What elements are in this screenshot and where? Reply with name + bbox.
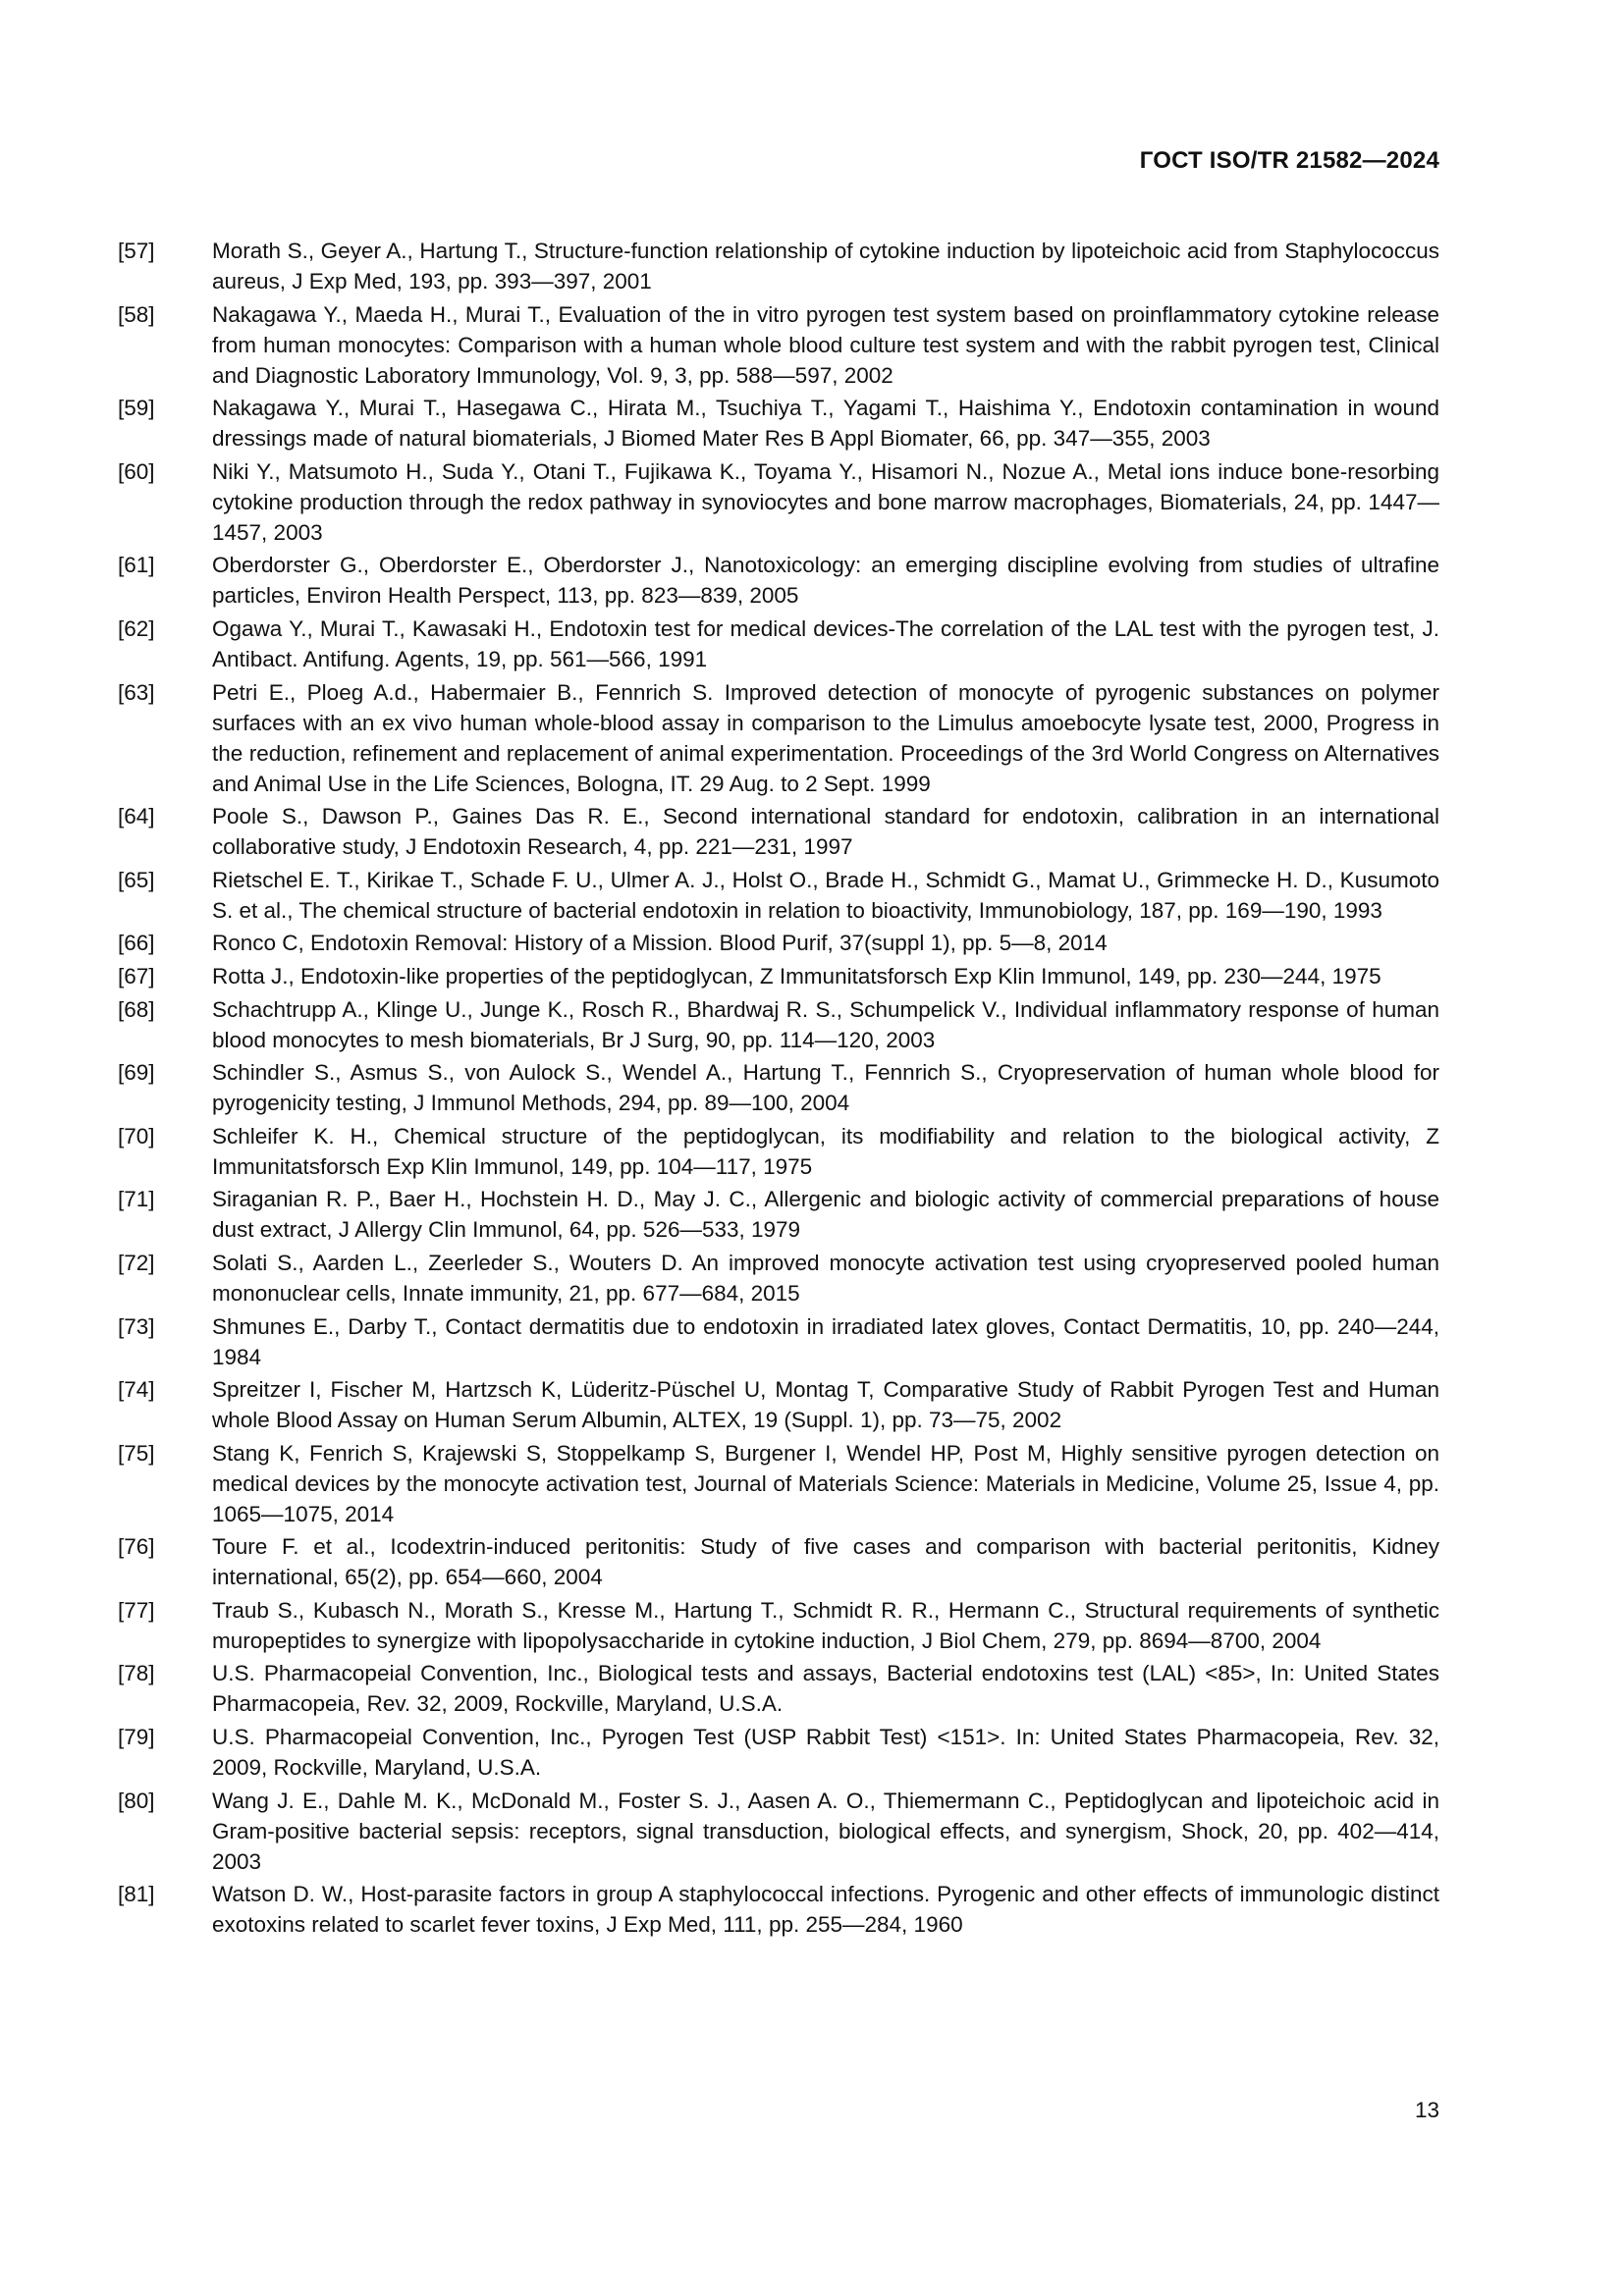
reference-number: [69] (118, 1060, 155, 1086)
reference-text: Traub S., Kubasch N., Morath S., Kresse M., Hartung T., Schmidt R. R., Hermann C., Structural requirements of synthetic muropeptides to synergize with lipopolysaccharide in cytokine induction, J Biol Chem, 279, pp. 8694—8700, 2004 (212, 1597, 1439, 1653)
reference-text: Siraganian R. P., Baer H., Hochstein H. D., May J. C., Allergenic and biologic activity of commercial preparations of house dust extract, J Allergy Clin Immunol, 64, pp. 526—533, 1979 (212, 1187, 1439, 1243)
reference-text: Oberdorster G., Oberdorster E., Oberdorster J., Nanotoxicology: an emerging discipline evolving from studies of ultrafine particles, Environ Health Perspect, 113, pp. 823—839, 2005 (212, 553, 1439, 609)
reference-text: Schleifer K. H., Chemical structure of the peptidoglycan, its modifiability and relation to the biological activity, Z Immunitatsforsch Exp Klin Immunol, 149, pp. 104—117, 1975 (212, 1123, 1439, 1179)
reference-number: [67] (118, 963, 155, 988)
reference-text: U.S. Pharmacopeial Convention, Inc., Biological tests and assays, Bacterial endotoxins test (LAL) <85>, In: United States Pharmacopeia, Rev. 32, 2009, Rockville, Maryland, U.S.A. (212, 1661, 1439, 1717)
reference-item (118, 994, 1439, 1055)
reference-text: Poole S., Dawson P., Gaines Das R. E., Second international standard for endotoxin, calibration in an international collaborative study, J Endotoxin Research, 4, pp. 221—231, 1997 (212, 804, 1439, 860)
page-number: 13 (1414, 2098, 1439, 2122)
reference-item (118, 1184, 1439, 1245)
reference-number: [59] (118, 396, 155, 421)
reference-item (118, 928, 1439, 958)
reference-text: Shmunes E., Darby T., Contact dermatitis due to endotoxin in irradiated latex gloves, Contact Dermatitis, 10, pp. 240—244, 1984 (212, 1313, 1439, 1369)
reference-item (118, 456, 1439, 548)
reference-item (118, 393, 1439, 454)
reference-number: [57] (118, 239, 155, 263)
reference-item (118, 961, 1439, 991)
reference-item (118, 1374, 1439, 1435)
reference-text: Nakagawa Y., Murai T., Hasegawa C., Hirata M., Tsuchiya T., Yagami T., Haishima Y., Endotoxin contamination in wound dressings made of natural biomaterials, J Biomed Mater Res B Appl Biomater, 66, pp. 347—355, 2003 (212, 396, 1439, 452)
reference-text: Ronco C, Endotoxin Removal: History of a Mission. Blood Purif, 37(suppl 1), pp. 5—8, 2014 (212, 931, 1108, 956)
reference-number: [73] (118, 1313, 155, 1339)
reference-number: [79] (118, 1725, 155, 1750)
reference-item (118, 865, 1439, 926)
reference-item (118, 1121, 1439, 1182)
reference-text: Ogawa Y., Murai T., Kawasaki H., Endotoxin test for medical devices-The correlation of the LAL test with the pyrogen test, J. Antibact. Antifung. Agents, 19, pp. 561—566, 1991 (212, 615, 1439, 671)
reference-item (118, 1786, 1439, 1877)
reference-number: [78] (118, 1661, 155, 1686)
reference-number: [75] (118, 1440, 155, 1466)
reference-item (118, 1248, 1439, 1308)
reference-item (118, 677, 1439, 799)
reference-text: Toure F. et al., Icodextrin-induced peritonitis: Study of five cases and comparison with bacterial peritonitis, Kidney international, 65(2), pp. 654—660, 2004 (212, 1534, 1439, 1590)
reference-item (118, 299, 1439, 391)
reference-number: [77] (118, 1597, 155, 1623)
reference-text: Spreitzer I, Fischer M, Hartzsch K, Lüderitz-Püschel U, Montag T, Comparative Study of Rabbit Pyrogen Test and Human whole Blood Assay on Human Serum Albumin, ALTEX, 19 (Suppl. 1), pp. 73—75, 2002 (212, 1377, 1439, 1433)
reference-text: Stang K, Fenrich S, Krajewski S, Stoppelkamp S, Burgener I, Wendel HP, Post M, Highly sensitive pyrogen detection on medical devices by the monocyte activation test, Journal of Materials Science: Materials in Medicine, Volume 25, Issue 4, pp. 1065—1075, 2014 (212, 1440, 1439, 1526)
reference-number: [81] (118, 1882, 155, 1907)
reference-item (118, 801, 1439, 862)
reference-number: [70] (118, 1123, 155, 1148)
reference-item (118, 1531, 1439, 1592)
reference-number: [74] (118, 1377, 155, 1403)
reference-list (118, 236, 1439, 1943)
reference-number: [76] (118, 1534, 155, 1560)
reference-item (118, 1057, 1439, 1118)
reference-item (118, 614, 1439, 674)
reference-text: Rotta J., Endotoxin-like properties of the peptidoglycan, Z Immunitatsforsch Exp Klin Immunol, 149, pp. 230—244, 1975 (212, 963, 1381, 988)
document-header: ГОСТ ISO/TR 21582—2024 (1139, 147, 1439, 174)
reference-item (118, 550, 1439, 611)
reference-item (118, 236, 1439, 296)
reference-number: [80] (118, 1788, 155, 1813)
reference-number: [72] (118, 1250, 155, 1275)
reference-number: [68] (118, 996, 155, 1022)
reference-text: Nakagawa Y., Maeda H., Murai T., Evaluation of the in vitro pyrogen test system based on proinflammatory cytokine release from human monocytes: Comparison with a human whole blood culture test system and with the rabbit pyrogen test, Clinical and Diagnostic Laboratory Immunology, Vol. 9, 3, pp. 588—597, 2002 (212, 301, 1439, 388)
reference-text: Petri E., Ploeg A.d., Habermaier B., Fennrich S. Improved detection of monocyte of pyrogenic substances on polymer surfaces with an ex vivo human whole-blood assay in comparison to the Limulus amoebocyte lysate test, 2000, Progress in the reduction, refinement and replacement of animal experimentation. Proceedings of the 3rd World Congress on Alternatives and Animal Use in the Life Sciences, Bologna, IT. 29 Aug. to 2 Sept. 1999 (212, 679, 1439, 796)
reference-text: Wang J. E., Dahle M. K., McDonald M., Foster S. J., Aasen A. O., Thiemermann C., Peptidoglycan and lipoteichoic acid in Gram-positive bacterial sepsis: receptors, signal transduction, biological effects, and synergism, Shock, 20, pp. 402—414, 2003 (212, 1788, 1439, 1874)
reference-number: [58] (118, 301, 155, 327)
reference-text: Morath S., Geyer A., Hartung T., Structure-function relationship of cytokine induction by lipoteichoic acid from Staphylococcus aureus, J Exp Med, 193, pp. 393—397, 2001 (212, 239, 1439, 294)
reference-item (118, 1311, 1439, 1372)
reference-text: Watson D. W., Host-parasite factors in group A staphylococcal infections. Pyrogenic and other effects of immunologic distinct exotoxins related to scarlet fever toxins, J Exp Med, 111, pp. 255—284, 1960 (212, 1882, 1439, 1938)
reference-number: [71] (118, 1187, 155, 1212)
reference-text: U.S. Pharmacopeial Convention, Inc., Pyrogen Test (USP Rabbit Test) <151>. In: United States Pharmacopeia, Rev. 32, 2009, Rockville, Maryland, U.S.A. (212, 1725, 1439, 1781)
reference-number: [61] (118, 553, 155, 578)
reference-text: Schachtrupp A., Klinge U., Junge K., Rosch R., Bhardwaj R. S., Schumpelick V., Individual inflammatory response of human blood monocytes to mesh biomaterials, Br J Surg, 90, pp. 114—120, 2003 (212, 996, 1439, 1052)
reference-number: [60] (118, 458, 155, 484)
reference-item (118, 1595, 1439, 1656)
reference-number: [64] (118, 804, 155, 829)
reference-item (118, 1658, 1439, 1719)
reference-number: [62] (118, 615, 155, 641)
reference-item (118, 1438, 1439, 1529)
reference-item (118, 1879, 1439, 1940)
reference-number: [65] (118, 867, 155, 892)
reference-number: [63] (118, 679, 155, 705)
reference-text: Solati S., Aarden L., Zeerleder S., Wouters D. An improved monocyte activation test using cryopreserved pooled human mononuclear cells, Innate immunity, 21, pp. 677—684, 2015 (212, 1250, 1439, 1306)
reference-number: [66] (118, 931, 155, 956)
reference-item (118, 1722, 1439, 1783)
reference-text: Schindler S., Asmus S., von Aulock S., Wendel A., Hartung T., Fennrich S., Cryopreservation of human whole blood for pyrogenicity testing, J Immunol Methods, 294, pp. 89—100, 2004 (212, 1060, 1439, 1116)
reference-text: Rietschel E. T., Kirikae T., Schade F. U., Ulmer A. J., Holst O., Brade H., Schmidt G., Mamat U., Grimmecke H. D., Kusumoto S. et al., The chemical structure of bacterial endotoxin in relation to bioactivity, Immunobiology, 187, pp. 169—190, 1993 (212, 867, 1439, 923)
reference-text: Niki Y., Matsumoto H., Suda Y., Otani T., Fujikawa K., Toyama Y., Hisamori N., Nozue A., Metal ions induce bone-resorbing cytokine production through the redox pathway in synoviocytes and bone marrow macrophages, Biomaterials, 24, pp. 1447—1457, 2003 (212, 458, 1439, 545)
